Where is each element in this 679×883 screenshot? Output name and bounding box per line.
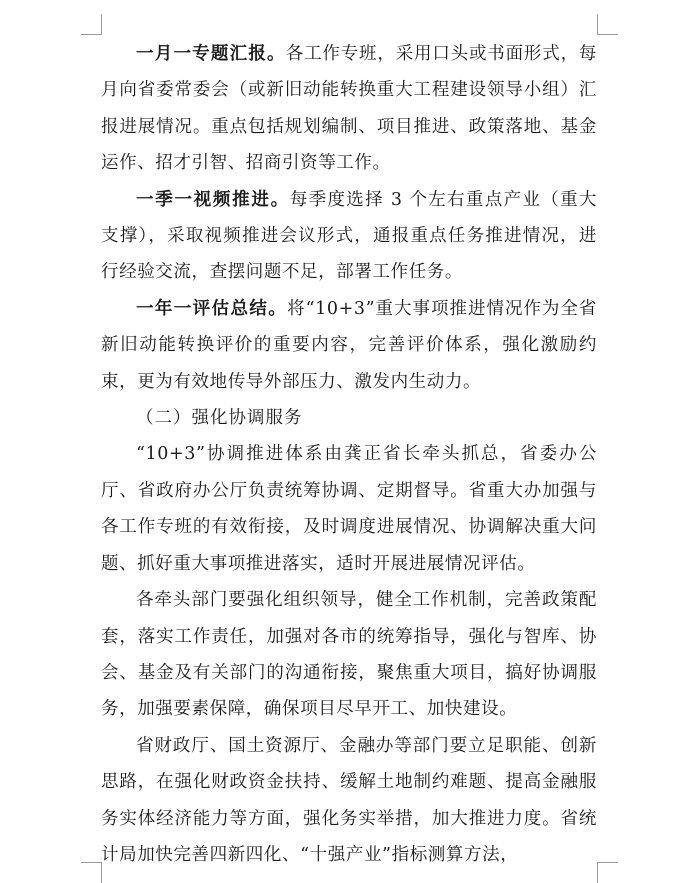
paragraph-lead-departments[interactable]: 各牵头部门要强化组织领导，健全工作机制，完善政策配套，落实工作责任，加强对各市的统筹指导，强化与智库、协会、基金及有关部门的沟通衔接，聚焦重大项目，搞好协调服务，加强要素保障，确保项目尽早开工、加快建设。 bbox=[101, 590, 597, 720]
paragraph-text: 将“10+3”重大事项推进情况作为全省新旧动能转换评价的重要内容，完善评价体系，强化激励约束，更为有效地传导外部压力、激发内生动力。 bbox=[101, 298, 598, 392]
page-corner-mark-top-right bbox=[597, 14, 618, 35]
paragraph-text: 各工作专班，采用口头或书面形式，每月向省委常委会（或新旧动能转换重大工程建设领导小组）汇报进展情况。重点包括规划编制、项目推进、政策落地、基金运作、招才引智、招商引资等工作。 bbox=[101, 44, 597, 174]
page-corner-mark-top-left bbox=[81, 14, 102, 35]
page-corner-mark-bottom-left bbox=[81, 862, 102, 883]
paragraph-quarterly-video[interactable] bbox=[101, 182, 597, 291]
paragraph-lead: 一年一评估总结。 bbox=[136, 298, 288, 319]
paragraph-coordination-system[interactable]: “10+3”协调推进体系由龚正省长牵头抓总，省委办公厅、省政府办公厅负责统筹协调、定期督导。省重大办加强与各工作专班的有效衔接，及时调度进展情况、协调解决重大问题、抓好重大事项推进落实，适时开展进展情况评估。 bbox=[101, 444, 597, 574]
paragraph-finance-departments[interactable]: 省财政厅、国土资源厅、金融办等部门要立足职能、创新思路，在强化财政资金扶持、缓解土地制约难题、提高金融服务实体经济能力等方面，强化务实举措，加大推进力度。省统计局加快完善四新四化、“十强产业”指标测算方法， bbox=[101, 735, 597, 865]
paragraph-annual-evaluation[interactable] bbox=[101, 291, 597, 400]
paragraph-monthly-report[interactable] bbox=[101, 36, 597, 182]
section-subheading[interactable]: （二）强化协调服务 bbox=[136, 408, 303, 429]
page-corner-mark-bottom-right bbox=[597, 862, 618, 883]
paragraph-lead: 一月一专题汇报。 bbox=[136, 44, 286, 64]
paragraph-lead: 一季一视频推进。 bbox=[136, 189, 290, 210]
paragraph-text: 每季度选择 3 个左右重点产业（重大支撑），采取视频推进会议形式，通报重点任务推进情况，进行经验交流，查摆问题不足，部署工作任务。 bbox=[101, 189, 597, 283]
document-body[interactable] bbox=[101, 36, 597, 873]
